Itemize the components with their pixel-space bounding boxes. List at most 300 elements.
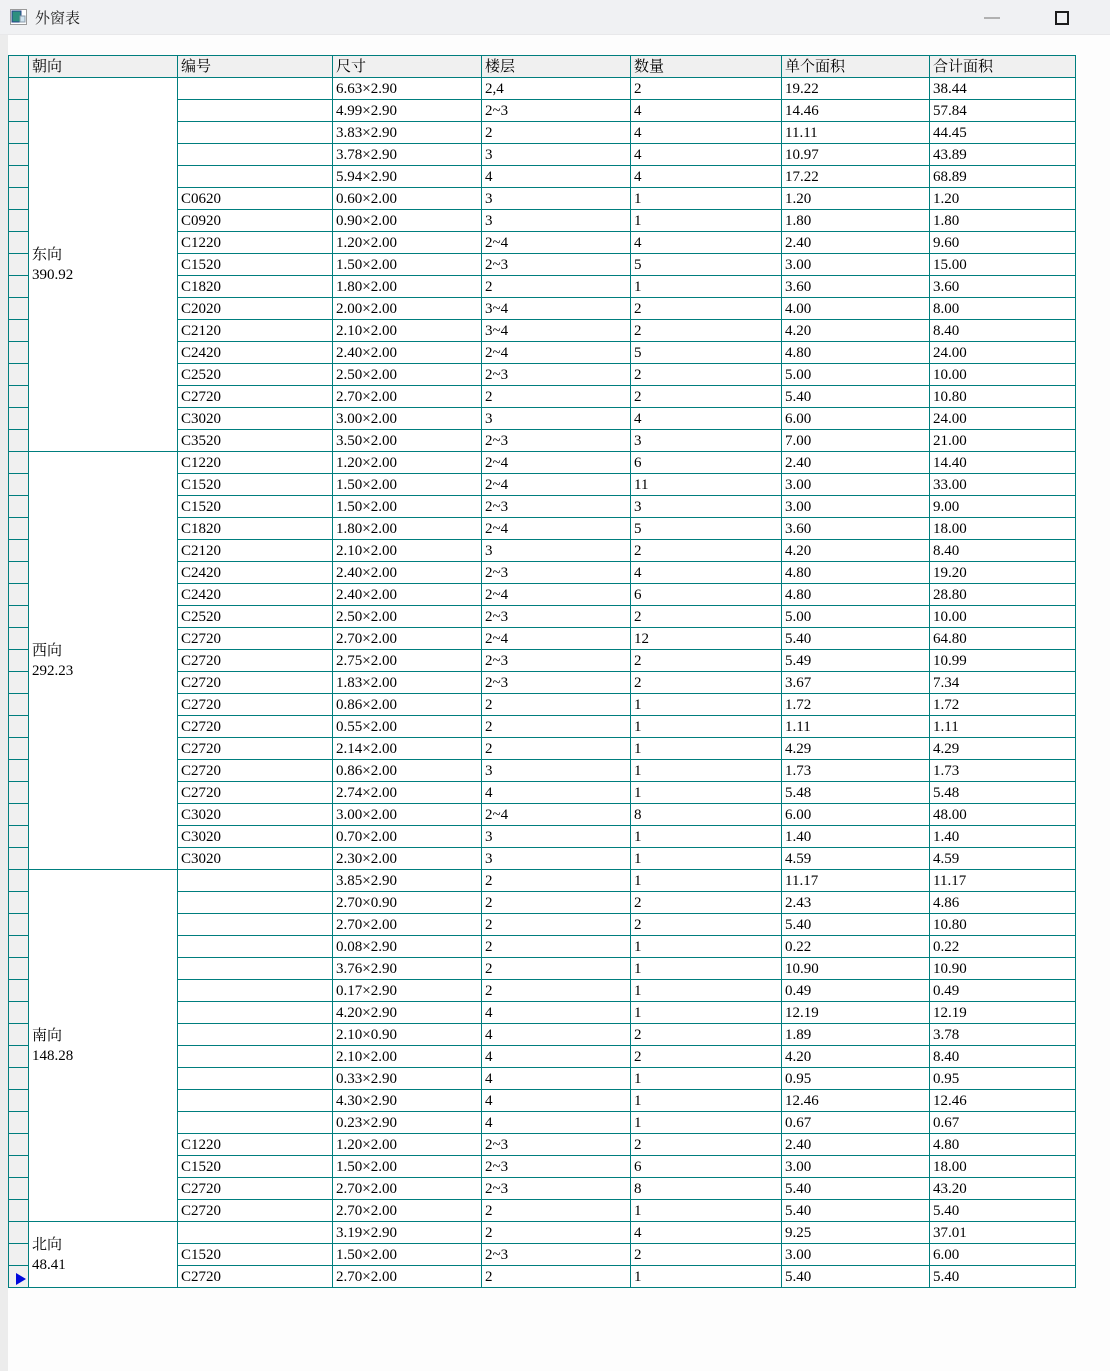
cell-unit-area[interactable]: 3.67 bbox=[782, 672, 930, 694]
row-selector-cell[interactable] bbox=[9, 518, 29, 540]
cell-floors[interactable]: 2 bbox=[482, 980, 631, 1002]
cell-size[interactable]: 1.50×2.00 bbox=[333, 1156, 482, 1178]
cell-floors[interactable]: 2~3 bbox=[482, 650, 631, 672]
cell-size[interactable]: 2.10×2.00 bbox=[333, 540, 482, 562]
cell-size[interactable]: 1.80×2.00 bbox=[333, 276, 482, 298]
cell-unit-area[interactable]: 5.40 bbox=[782, 628, 930, 650]
cell-quantity[interactable]: 8 bbox=[631, 1178, 782, 1200]
cell-total-area[interactable]: 10.00 bbox=[930, 364, 1076, 386]
cell-size[interactable]: 1.50×2.00 bbox=[333, 254, 482, 276]
cell-quantity[interactable]: 1 bbox=[631, 870, 782, 892]
cell-total-area[interactable]: 0.49 bbox=[930, 980, 1076, 1002]
cell-size[interactable]: 0.90×2.00 bbox=[333, 210, 482, 232]
row-selector-cell[interactable] bbox=[9, 980, 29, 1002]
row-selector-cell[interactable] bbox=[9, 1024, 29, 1046]
cell-total-area[interactable]: 38.44 bbox=[930, 78, 1076, 100]
cell-total-area[interactable]: 4.86 bbox=[930, 892, 1076, 914]
cell-total-area[interactable]: 9.00 bbox=[930, 496, 1076, 518]
cell-unit-area[interactable]: 6.00 bbox=[782, 408, 930, 430]
row-selector-cell[interactable] bbox=[9, 452, 29, 474]
row-selector-cell[interactable] bbox=[9, 254, 29, 276]
row-selector-cell[interactable] bbox=[9, 430, 29, 452]
cell-quantity[interactable]: 11 bbox=[631, 474, 782, 496]
cell-floors[interactable]: 2~3 bbox=[482, 100, 631, 122]
cell-total-area[interactable]: 10.90 bbox=[930, 958, 1076, 980]
cell-floors[interactable]: 2~3 bbox=[482, 1244, 631, 1266]
cell-code[interactable]: C2420 bbox=[178, 342, 333, 364]
cell-code[interactable]: C2720 bbox=[178, 628, 333, 650]
cell-unit-area[interactable]: 4.80 bbox=[782, 584, 930, 606]
cell-total-area[interactable]: 4.80 bbox=[930, 1134, 1076, 1156]
cell-quantity[interactable]: 2 bbox=[631, 914, 782, 936]
cell-quantity[interactable]: 4 bbox=[631, 166, 782, 188]
row-selector-cell[interactable] bbox=[9, 958, 29, 980]
cell-floors[interactable]: 2 bbox=[482, 914, 631, 936]
cell-quantity[interactable]: 6 bbox=[631, 584, 782, 606]
cell-size[interactable]: 0.70×2.00 bbox=[333, 826, 482, 848]
cell-unit-area[interactable]: 1.72 bbox=[782, 694, 930, 716]
cell-unit-area[interactable]: 9.25 bbox=[782, 1222, 930, 1244]
cell-size[interactable]: 0.17×2.90 bbox=[333, 980, 482, 1002]
cell-quantity[interactable]: 2 bbox=[631, 672, 782, 694]
cell-quantity[interactable]: 2 bbox=[631, 1024, 782, 1046]
cell-total-area[interactable]: 8.40 bbox=[930, 1046, 1076, 1068]
cell-quantity[interactable]: 1 bbox=[631, 1266, 782, 1288]
cell-code[interactable] bbox=[178, 1112, 333, 1134]
cell-unit-area[interactable]: 5.40 bbox=[782, 386, 930, 408]
cell-quantity[interactable]: 1 bbox=[631, 936, 782, 958]
cell-size[interactable]: 2.10×0.90 bbox=[333, 1024, 482, 1046]
row-selector-cell[interactable] bbox=[9, 738, 29, 760]
cell-floors[interactable]: 2~3 bbox=[482, 1156, 631, 1178]
cell-code[interactable] bbox=[178, 1222, 333, 1244]
row-selector-cell[interactable] bbox=[9, 210, 29, 232]
maximize-button[interactable] bbox=[1045, 0, 1079, 35]
cell-code[interactable]: C0620 bbox=[178, 188, 333, 210]
cell-floors[interactable]: 4 bbox=[482, 166, 631, 188]
cell-code[interactable] bbox=[178, 78, 333, 100]
cell-quantity[interactable]: 12 bbox=[631, 628, 782, 650]
cell-unit-area[interactable]: 3.60 bbox=[782, 518, 930, 540]
cell-total-area[interactable]: 15.00 bbox=[930, 254, 1076, 276]
cell-quantity[interactable]: 1 bbox=[631, 958, 782, 980]
cell-code[interactable]: C2520 bbox=[178, 364, 333, 386]
cell-quantity[interactable]: 1 bbox=[631, 848, 782, 870]
cell-floors[interactable]: 2~3 bbox=[482, 672, 631, 694]
cell-floors[interactable]: 2 bbox=[482, 386, 631, 408]
cell-size[interactable]: 0.33×2.90 bbox=[333, 1068, 482, 1090]
cell-unit-area[interactable]: 11.17 bbox=[782, 870, 930, 892]
cell-unit-area[interactable]: 17.22 bbox=[782, 166, 930, 188]
cell-total-area[interactable]: 12.46 bbox=[930, 1090, 1076, 1112]
cell-code[interactable] bbox=[178, 144, 333, 166]
cell-floors[interactable]: 2,4 bbox=[482, 78, 631, 100]
orientation-cell[interactable]: 东向 390.92 bbox=[29, 78, 178, 452]
cell-unit-area[interactable]: 3.00 bbox=[782, 1244, 930, 1266]
cell-unit-area[interactable]: 4.80 bbox=[782, 342, 930, 364]
cell-quantity[interactable]: 2 bbox=[631, 1244, 782, 1266]
cell-code[interactable]: C3520 bbox=[178, 430, 333, 452]
row-selector-cell[interactable] bbox=[9, 628, 29, 650]
cell-code[interactable] bbox=[178, 100, 333, 122]
cell-floors[interactable]: 2~3 bbox=[482, 562, 631, 584]
cell-floors[interactable]: 2~4 bbox=[482, 232, 631, 254]
cell-total-area[interactable]: 33.00 bbox=[930, 474, 1076, 496]
cell-unit-area[interactable]: 4.20 bbox=[782, 320, 930, 342]
cell-unit-area[interactable]: 1.73 bbox=[782, 760, 930, 782]
cell-quantity[interactable]: 1 bbox=[631, 1112, 782, 1134]
cell-unit-area[interactable]: 4.20 bbox=[782, 540, 930, 562]
cell-total-area[interactable]: 18.00 bbox=[930, 518, 1076, 540]
cell-code[interactable] bbox=[178, 1090, 333, 1112]
cell-size[interactable]: 0.86×2.00 bbox=[333, 760, 482, 782]
cell-code[interactable] bbox=[178, 914, 333, 936]
cell-unit-area[interactable]: 1.11 bbox=[782, 716, 930, 738]
cell-quantity[interactable]: 1 bbox=[631, 188, 782, 210]
row-selector-cell[interactable] bbox=[9, 342, 29, 364]
cell-total-area[interactable]: 24.00 bbox=[930, 408, 1076, 430]
cell-size[interactable]: 1.50×2.00 bbox=[333, 474, 482, 496]
row-selector-cell[interactable] bbox=[9, 78, 29, 100]
cell-code[interactable]: C2520 bbox=[178, 606, 333, 628]
col-header-orientation[interactable]: 朝向 bbox=[29, 56, 178, 78]
minimize-button[interactable] bbox=[975, 0, 1009, 35]
cell-total-area[interactable]: 10.99 bbox=[930, 650, 1076, 672]
cell-size[interactable]: 1.20×2.00 bbox=[333, 452, 482, 474]
cell-floors[interactable]: 3 bbox=[482, 408, 631, 430]
cell-total-area[interactable]: 5.48 bbox=[930, 782, 1076, 804]
cell-quantity[interactable]: 1 bbox=[631, 1002, 782, 1024]
row-selector-cell[interactable] bbox=[9, 1112, 29, 1134]
row-selector-cell[interactable] bbox=[9, 650, 29, 672]
cell-code[interactable] bbox=[178, 1024, 333, 1046]
cell-floors[interactable]: 3 bbox=[482, 760, 631, 782]
row-selector-cell[interactable] bbox=[9, 474, 29, 496]
cell-unit-area[interactable]: 5.40 bbox=[782, 914, 930, 936]
cell-unit-area[interactable]: 10.90 bbox=[782, 958, 930, 980]
cell-size[interactable]: 4.99×2.90 bbox=[333, 100, 482, 122]
cell-floors[interactable]: 2 bbox=[482, 892, 631, 914]
cell-floors[interactable]: 4 bbox=[482, 1024, 631, 1046]
cell-total-area[interactable]: 57.84 bbox=[930, 100, 1076, 122]
cell-floors[interactable]: 2 bbox=[482, 1266, 631, 1288]
cell-size[interactable]: 1.83×2.00 bbox=[333, 672, 482, 694]
cell-total-area[interactable]: 1.20 bbox=[930, 188, 1076, 210]
cell-size[interactable]: 2.50×2.00 bbox=[333, 606, 482, 628]
cell-code[interactable]: C2420 bbox=[178, 584, 333, 606]
cell-size[interactable]: 2.74×2.00 bbox=[333, 782, 482, 804]
cell-total-area[interactable]: 0.22 bbox=[930, 936, 1076, 958]
cell-quantity[interactable]: 2 bbox=[631, 650, 782, 672]
cell-size[interactable]: 0.86×2.00 bbox=[333, 694, 482, 716]
cell-code[interactable] bbox=[178, 1002, 333, 1024]
cell-size[interactable]: 3.76×2.90 bbox=[333, 958, 482, 980]
cell-floors[interactable]: 3 bbox=[482, 188, 631, 210]
cell-total-area[interactable]: 5.40 bbox=[930, 1266, 1076, 1288]
cell-size[interactable]: 4.20×2.90 bbox=[333, 1002, 482, 1024]
cell-floors[interactable]: 2~4 bbox=[482, 518, 631, 540]
row-selector-cell[interactable] bbox=[9, 782, 29, 804]
cell-floors[interactable]: 3~4 bbox=[482, 320, 631, 342]
cell-code[interactable]: C2720 bbox=[178, 694, 333, 716]
cell-code[interactable] bbox=[178, 958, 333, 980]
cell-unit-area[interactable]: 5.40 bbox=[782, 1200, 930, 1222]
cell-quantity[interactable]: 1 bbox=[631, 980, 782, 1002]
cell-code[interactable]: C3020 bbox=[178, 804, 333, 826]
row-selector-cell[interactable] bbox=[9, 144, 29, 166]
cell-unit-area[interactable]: 3.00 bbox=[782, 1156, 930, 1178]
row-selector-cell[interactable] bbox=[9, 1134, 29, 1156]
cell-unit-area[interactable]: 0.22 bbox=[782, 936, 930, 958]
col-header-total-area[interactable]: 合计面积 bbox=[930, 56, 1076, 78]
cell-unit-area[interactable]: 2.43 bbox=[782, 892, 930, 914]
cell-code[interactable]: C3020 bbox=[178, 408, 333, 430]
cell-total-area[interactable]: 1.40 bbox=[930, 826, 1076, 848]
cell-total-area[interactable]: 0.67 bbox=[930, 1112, 1076, 1134]
cell-size[interactable]: 4.30×2.90 bbox=[333, 1090, 482, 1112]
cell-unit-area[interactable]: 2.40 bbox=[782, 232, 930, 254]
cell-unit-area[interactable]: 1.89 bbox=[782, 1024, 930, 1046]
cell-floors[interactable]: 4 bbox=[482, 782, 631, 804]
cell-size[interactable]: 2.50×2.00 bbox=[333, 364, 482, 386]
cell-code[interactable]: C2720 bbox=[178, 1266, 333, 1288]
cell-floors[interactable]: 2~4 bbox=[482, 342, 631, 364]
cell-floors[interactable]: 2~3 bbox=[482, 1178, 631, 1200]
cell-code[interactable]: C1220 bbox=[178, 232, 333, 254]
row-selector-cell[interactable] bbox=[9, 694, 29, 716]
cell-quantity[interactable]: 1 bbox=[631, 694, 782, 716]
col-header-unit-area[interactable]: 单个面积 bbox=[782, 56, 930, 78]
cell-unit-area[interactable]: 0.49 bbox=[782, 980, 930, 1002]
cell-total-area[interactable]: 14.40 bbox=[930, 452, 1076, 474]
cell-floors[interactable]: 2 bbox=[482, 694, 631, 716]
cell-size[interactable]: 2.10×2.00 bbox=[333, 320, 482, 342]
cell-quantity[interactable]: 1 bbox=[631, 210, 782, 232]
cell-floors[interactable]: 3 bbox=[482, 144, 631, 166]
cell-floors[interactable]: 2~3 bbox=[482, 364, 631, 386]
cell-total-area[interactable]: 9.60 bbox=[930, 232, 1076, 254]
cell-size[interactable]: 3.50×2.00 bbox=[333, 430, 482, 452]
cell-floors[interactable]: 2~3 bbox=[482, 1134, 631, 1156]
cell-floors[interactable]: 2~4 bbox=[482, 584, 631, 606]
cell-unit-area[interactable]: 2.40 bbox=[782, 1134, 930, 1156]
cell-unit-area[interactable]: 19.22 bbox=[782, 78, 930, 100]
cell-total-area[interactable]: 3.60 bbox=[930, 276, 1076, 298]
cell-unit-area[interactable]: 4.00 bbox=[782, 298, 930, 320]
cell-total-area[interactable]: 11.17 bbox=[930, 870, 1076, 892]
cell-floors[interactable]: 2 bbox=[482, 122, 631, 144]
row-selector-cell[interactable] bbox=[9, 716, 29, 738]
cell-total-area[interactable]: 10.80 bbox=[930, 914, 1076, 936]
cell-size[interactable]: 3.83×2.90 bbox=[333, 122, 482, 144]
cell-total-area[interactable]: 12.19 bbox=[930, 1002, 1076, 1024]
cell-size[interactable]: 2.00×2.00 bbox=[333, 298, 482, 320]
row-selector-cell[interactable] bbox=[9, 188, 29, 210]
row-selector-cell[interactable] bbox=[9, 540, 29, 562]
cell-code[interactable]: C1520 bbox=[178, 1244, 333, 1266]
cell-code[interactable]: C1220 bbox=[178, 452, 333, 474]
cell-total-area[interactable]: 6.00 bbox=[930, 1244, 1076, 1266]
cell-floors[interactable]: 4 bbox=[482, 1068, 631, 1090]
row-selector-cell[interactable] bbox=[9, 870, 29, 892]
cell-total-area[interactable]: 28.80 bbox=[930, 584, 1076, 606]
row-selector-cell[interactable] bbox=[9, 1200, 29, 1222]
cell-unit-area[interactable]: 5.48 bbox=[782, 782, 930, 804]
row-selector-cell[interactable] bbox=[9, 672, 29, 694]
cell-size[interactable]: 1.80×2.00 bbox=[333, 518, 482, 540]
cell-code[interactable]: C2720 bbox=[178, 782, 333, 804]
cell-floors[interactable]: 2 bbox=[482, 870, 631, 892]
cell-size[interactable]: 3.78×2.90 bbox=[333, 144, 482, 166]
cell-total-area[interactable]: 10.80 bbox=[930, 386, 1076, 408]
cell-size[interactable]: 2.40×2.00 bbox=[333, 584, 482, 606]
cell-total-area[interactable]: 8.40 bbox=[930, 540, 1076, 562]
cell-total-area[interactable]: 44.45 bbox=[930, 122, 1076, 144]
cell-unit-area[interactable]: 0.95 bbox=[782, 1068, 930, 1090]
cell-code[interactable] bbox=[178, 166, 333, 188]
cell-size[interactable]: 1.50×2.00 bbox=[333, 496, 482, 518]
cell-code[interactable]: C1820 bbox=[178, 518, 333, 540]
cell-unit-area[interactable]: 11.11 bbox=[782, 122, 930, 144]
cell-unit-area[interactable]: 5.00 bbox=[782, 606, 930, 628]
row-selector-cell[interactable] bbox=[9, 914, 29, 936]
cell-quantity[interactable]: 5 bbox=[631, 342, 782, 364]
cell-floors[interactable]: 4 bbox=[482, 1002, 631, 1024]
cell-quantity[interactable]: 2 bbox=[631, 78, 782, 100]
cell-quantity[interactable]: 2 bbox=[631, 1046, 782, 1068]
cell-code[interactable]: C3020 bbox=[178, 848, 333, 870]
cell-floors[interactable]: 2 bbox=[482, 936, 631, 958]
row-selector-cell[interactable] bbox=[9, 1178, 29, 1200]
row-selector-cell[interactable] bbox=[9, 298, 29, 320]
cell-code[interactable]: C2720 bbox=[178, 1200, 333, 1222]
col-header-size[interactable]: 尺寸 bbox=[333, 56, 482, 78]
cell-floors[interactable]: 2~3 bbox=[482, 430, 631, 452]
cell-total-area[interactable]: 1.11 bbox=[930, 716, 1076, 738]
cell-size[interactable]: 1.50×2.00 bbox=[333, 1244, 482, 1266]
cell-floors[interactable]: 2~3 bbox=[482, 254, 631, 276]
cell-quantity[interactable]: 1 bbox=[631, 1068, 782, 1090]
cell-code[interactable]: C1520 bbox=[178, 1156, 333, 1178]
cell-quantity[interactable]: 2 bbox=[631, 606, 782, 628]
row-selector-cell[interactable] bbox=[9, 848, 29, 870]
row-selector-cell[interactable] bbox=[9, 1266, 29, 1288]
cell-code[interactable] bbox=[178, 892, 333, 914]
cell-floors[interactable]: 4 bbox=[482, 1046, 631, 1068]
cell-size[interactable]: 2.70×2.00 bbox=[333, 1266, 482, 1288]
cell-unit-area[interactable]: 4.20 bbox=[782, 1046, 930, 1068]
cell-quantity[interactable]: 4 bbox=[631, 408, 782, 430]
cell-size[interactable]: 3.00×2.00 bbox=[333, 804, 482, 826]
cell-unit-area[interactable]: 0.67 bbox=[782, 1112, 930, 1134]
cell-quantity[interactable]: 4 bbox=[631, 100, 782, 122]
cell-total-area[interactable]: 24.00 bbox=[930, 342, 1076, 364]
cell-code[interactable]: C2720 bbox=[178, 672, 333, 694]
cell-total-area[interactable]: 1.73 bbox=[930, 760, 1076, 782]
cell-size[interactable]: 3.19×2.90 bbox=[333, 1222, 482, 1244]
row-selector-cell[interactable] bbox=[9, 1002, 29, 1024]
cell-code[interactable] bbox=[178, 1046, 333, 1068]
cell-size[interactable]: 2.70×0.90 bbox=[333, 892, 482, 914]
cell-floors[interactable]: 2~3 bbox=[482, 496, 631, 518]
cell-floors[interactable]: 2~4 bbox=[482, 628, 631, 650]
cell-total-area[interactable]: 48.00 bbox=[930, 804, 1076, 826]
cell-total-area[interactable]: 4.29 bbox=[930, 738, 1076, 760]
cell-unit-area[interactable]: 5.40 bbox=[782, 1178, 930, 1200]
cell-floors[interactable]: 2~4 bbox=[482, 474, 631, 496]
cell-total-area[interactable]: 18.00 bbox=[930, 1156, 1076, 1178]
cell-unit-area[interactable]: 3.00 bbox=[782, 474, 930, 496]
cell-unit-area[interactable]: 3.00 bbox=[782, 254, 930, 276]
row-selector-cell[interactable] bbox=[9, 804, 29, 826]
cell-size[interactable]: 2.40×2.00 bbox=[333, 342, 482, 364]
cell-size[interactable]: 2.14×2.00 bbox=[333, 738, 482, 760]
cell-quantity[interactable]: 3 bbox=[631, 430, 782, 452]
row-selector-cell[interactable] bbox=[9, 1244, 29, 1266]
cell-unit-area[interactable]: 12.46 bbox=[782, 1090, 930, 1112]
cell-quantity[interactable]: 4 bbox=[631, 144, 782, 166]
cell-code[interactable]: C2720 bbox=[178, 716, 333, 738]
cell-quantity[interactable]: 1 bbox=[631, 716, 782, 738]
cell-code[interactable]: C2720 bbox=[178, 386, 333, 408]
cell-code[interactable]: C1520 bbox=[178, 254, 333, 276]
cell-code[interactable]: C1520 bbox=[178, 496, 333, 518]
cell-total-area[interactable]: 3.78 bbox=[930, 1024, 1076, 1046]
row-selector-cell[interactable] bbox=[9, 826, 29, 848]
cell-floors[interactable]: 2~4 bbox=[482, 804, 631, 826]
cell-total-area[interactable]: 43.20 bbox=[930, 1178, 1076, 1200]
cell-floors[interactable]: 3 bbox=[482, 848, 631, 870]
row-selector-cell[interactable] bbox=[9, 1090, 29, 1112]
cell-unit-area[interactable]: 1.40 bbox=[782, 826, 930, 848]
cell-floors[interactable]: 3 bbox=[482, 540, 631, 562]
cell-size[interactable]: 2.70×2.00 bbox=[333, 628, 482, 650]
cell-size[interactable]: 5.94×2.90 bbox=[333, 166, 482, 188]
cell-quantity[interactable]: 2 bbox=[631, 298, 782, 320]
cell-code[interactable]: C0920 bbox=[178, 210, 333, 232]
row-selector-cell[interactable] bbox=[9, 408, 29, 430]
cell-quantity[interactable]: 4 bbox=[631, 232, 782, 254]
cell-code[interactable]: C2720 bbox=[178, 738, 333, 760]
cell-size[interactable]: 6.63×2.90 bbox=[333, 78, 482, 100]
cell-code[interactable] bbox=[178, 936, 333, 958]
cell-code[interactable]: C2720 bbox=[178, 760, 333, 782]
cell-total-area[interactable]: 43.89 bbox=[930, 144, 1076, 166]
cell-unit-area[interactable]: 4.29 bbox=[782, 738, 930, 760]
cell-quantity[interactable]: 5 bbox=[631, 518, 782, 540]
cell-floors[interactable]: 2 bbox=[482, 1222, 631, 1244]
cell-total-area[interactable]: 64.80 bbox=[930, 628, 1076, 650]
orientation-cell[interactable]: 西向 292.23 bbox=[29, 452, 178, 870]
cell-unit-area[interactable]: 4.80 bbox=[782, 562, 930, 584]
cell-size[interactable]: 2.70×2.00 bbox=[333, 914, 482, 936]
cell-size[interactable]: 2.70×2.00 bbox=[333, 386, 482, 408]
cell-floors[interactable]: 2 bbox=[482, 738, 631, 760]
row-selector-cell[interactable] bbox=[9, 320, 29, 342]
cell-code[interactable] bbox=[178, 1068, 333, 1090]
cell-size[interactable]: 2.40×2.00 bbox=[333, 562, 482, 584]
cell-quantity[interactable]: 2 bbox=[631, 386, 782, 408]
row-selector-cell[interactable] bbox=[9, 276, 29, 298]
row-selector-cell[interactable] bbox=[9, 100, 29, 122]
cell-floors[interactable]: 4 bbox=[482, 1112, 631, 1134]
cell-code[interactable]: C2720 bbox=[178, 650, 333, 672]
cell-total-area[interactable]: 37.01 bbox=[930, 1222, 1076, 1244]
orientation-cell[interactable]: 南向 148.28 bbox=[29, 870, 178, 1222]
row-selector-cell[interactable] bbox=[9, 122, 29, 144]
row-selector-cell[interactable] bbox=[9, 936, 29, 958]
cell-quantity[interactable]: 3 bbox=[631, 496, 782, 518]
